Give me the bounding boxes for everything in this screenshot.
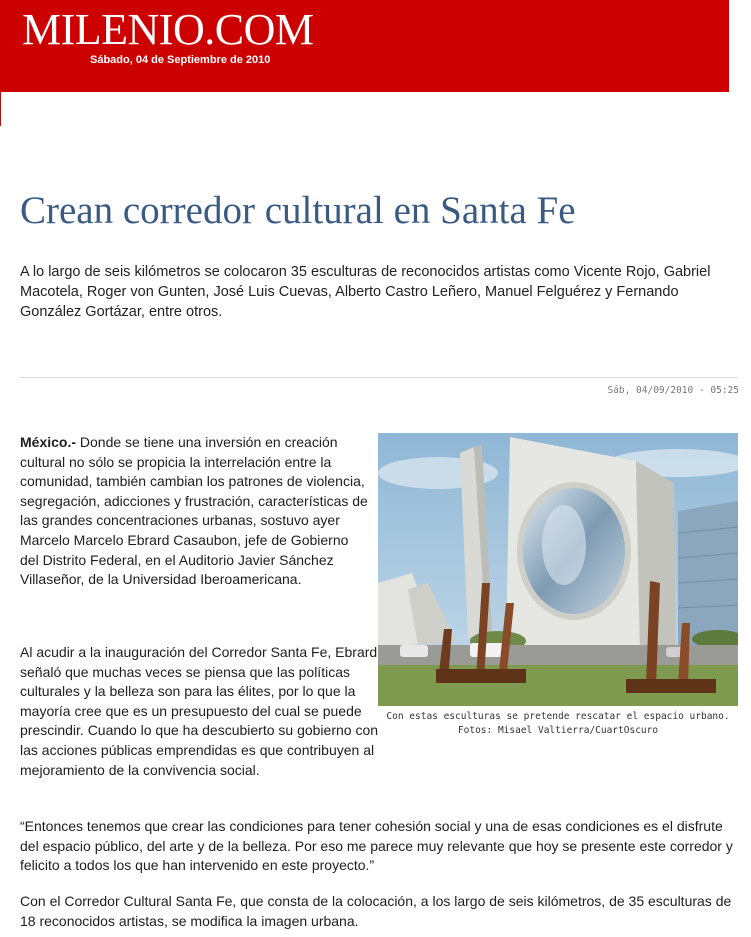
- masthead: [0, 0, 729, 92]
- article-photo[interactable]: [378, 433, 738, 706]
- article-summary: A lo largo de seis kilómetros se colocaron 35 esculturas de reconocidos artistas como Vicente Rojo, Gabriel Macotela, Roger von Gunten, José Luis Cuevas, Alberto Castro Leñero, Manuel Felguérez y Fernando González Gortázar, entre otros.: [20, 264, 711, 320]
- article-paragraph: [20, 433, 368, 590]
- section-divider: [20, 377, 738, 378]
- article-paragraph: “Entonces tenemos que crear las condiciones para tener cohesión social y una de esas condiciones es el disfrute del espacio público, del arte y de la belleza. Por eso me parece muy relevante que hoy se presente este corredor y felicito a todos los que han intervenido en este proyecto.”: [20, 818, 733, 874]
- article-timestamp: Sáb, 04/09/2010 - 05:25: [607, 385, 739, 396]
- photo-illustration: [378, 433, 738, 706]
- article-paragraph: Con el Corredor Cultural Santa Fe, que consta de la colocación, a los largo de seis kilómetros, de 35 esculturas de 18 reconocidos artistas, se modifica la imagen urbana.: [20, 893, 732, 929]
- photo-caption: Con estas esculturas se pretende rescatar el espacio urbano. Fotos: Misael Valtierra/CuartOscuro: [386, 711, 730, 736]
- masthead-divider: [0, 92, 1, 126]
- paragraph-text: Donde se tiene una inversión en creación cultural no sólo se propicia la interrelación entre la comunidad, también cambian los patrones de violencia, segregación, adicciones y frustración, características de las grandes concentraciones urbanas, sostuvo ayer Marcelo Marcelo Ebrard Casaubon, jefe de Gobierno del Distrito Federal, en el Auditorio Javier Sánchez Villaseñor, de la Universidad Iberoamericana.: [20, 434, 368, 588]
- dateline: México.-: [20, 434, 77, 450]
- article-headline: Crean corredor cultural en Santa Fe: [20, 189, 576, 232]
- site-logo[interactable]: MILENIO.COM: [22, 5, 314, 54]
- article-paragraph: Al acudir a la inauguración del Corredor Santa Fe, Ebrard señaló que muchas veces se piensa que las políticas culturales y la belleza son para las élites, por lo que la mayoría cree que es un presupuesto del cual se puede prescindir. Cuando lo que ha descubierto su gobierno con las acciones públicas emprendidas es que contribuyen al mejoramiento de la convivencia social.: [20, 644, 379, 778]
- masthead-date: Sábado, 04 de Septiembre de 2010: [90, 54, 271, 66]
